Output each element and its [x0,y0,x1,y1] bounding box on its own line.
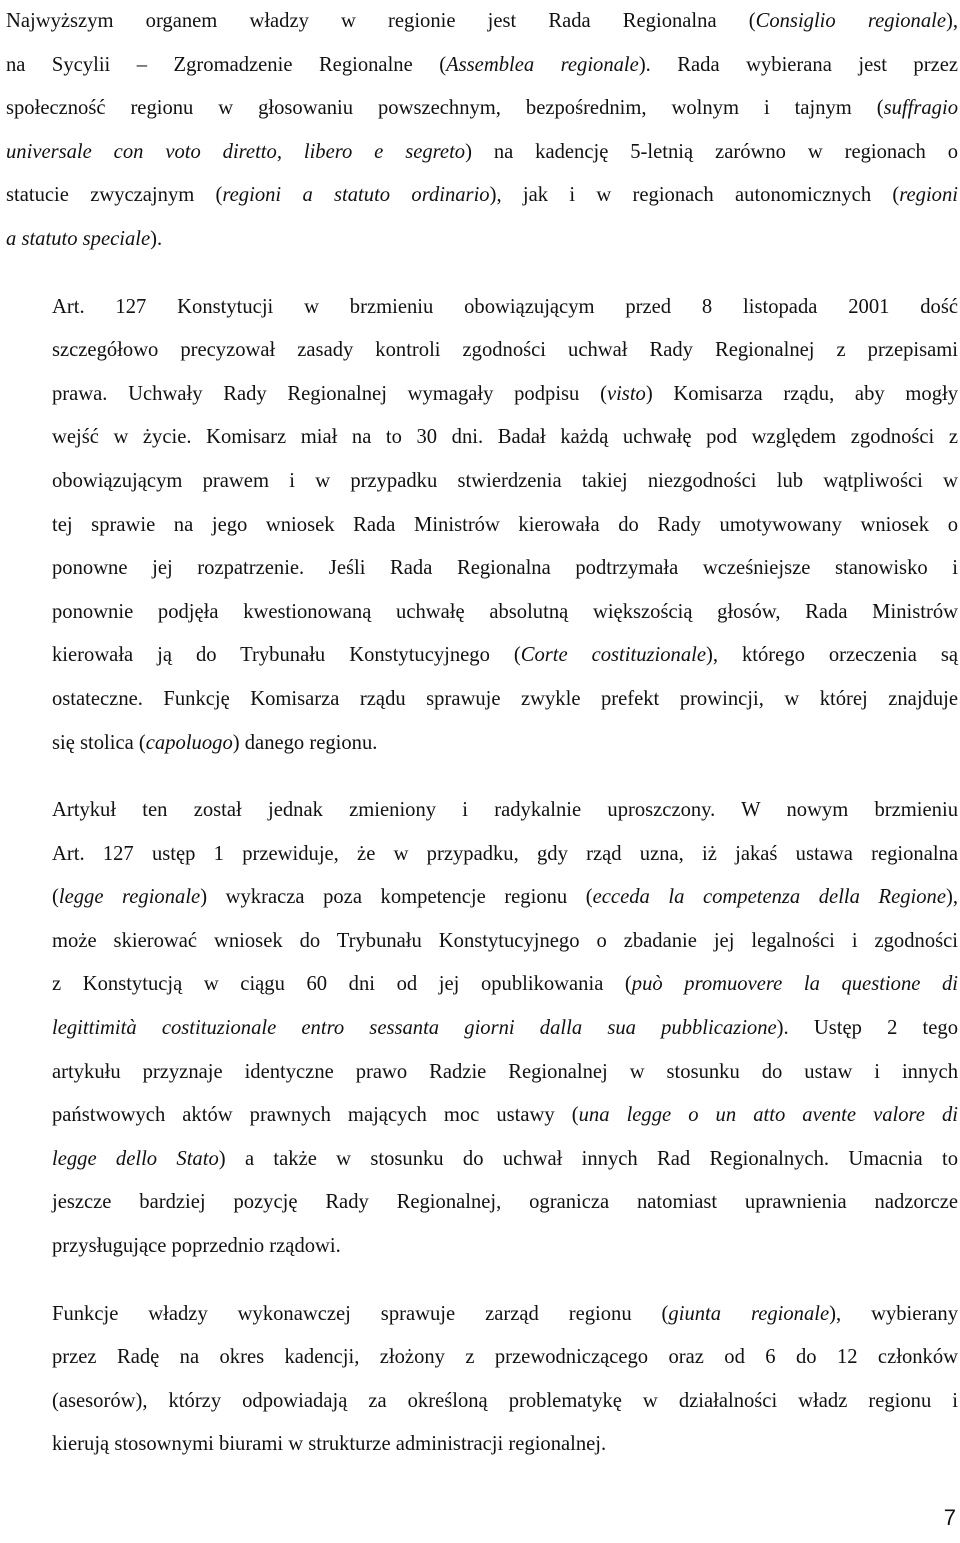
text-run: ponownie podjęła kwestionowaną uchwałę absolutną większością głosów, Rada Ministrów [52,600,958,623]
text-run: Art. 127 Konstytucji w brzmieniu obowiązującym przed 8 listopada 2001 dość [52,295,958,318]
text-line [6,1423,958,1467]
italic-term: ecceda la competenza della Regione [592,886,946,909]
text-line [6,329,958,373]
text-line [6,920,958,964]
text-run: kierują stosownymi biurami w strukturze administracji regionalnej. [52,1433,607,1456]
page-number: 7 [943,1505,956,1530]
italic-term: giunta regionale [668,1302,830,1325]
text-run: się stolica ( [52,731,146,754]
text-line [6,286,958,330]
text-run: przysługujące poprzednio rządowi. [52,1235,341,1258]
italic-term: suffragio [883,97,958,120]
text-line [6,460,958,504]
text-run: ). Ustęp 2 tego [776,1017,958,1040]
italic-term: legge dello Stato [52,1147,219,1170]
text-line [6,504,958,548]
text-run: jeszcze bardziej pozycję Rady Regionalnej, ogranicza natomiast uprawnienia nadzorcze [52,1191,958,1214]
text-line [6,547,958,591]
text-line [6,591,958,635]
text-run: ostateczne. Funkcję Komisarza rządu sprawuje zwykle prefekt prowincji, w której znajduje [52,687,958,710]
italic-term: Consiglio regionale [755,10,946,32]
text-run: statucie zwyczajnym ( [6,184,223,207]
text-run: ) wykracza poza kompetencje regionu ( [200,886,593,909]
text-run: artykułu przyznaje identyczne prawo Radzie Regionalnej w stosunku do ustaw i innych [52,1060,958,1083]
text-line [6,373,958,417]
italic-term: capoluogo [145,731,233,754]
italic-term: regioni a statuto ordinario [222,184,490,207]
text-line [6,131,958,175]
text-line [6,634,958,678]
text-run: ), którego orzeczenia są [706,644,958,667]
text-run: ), [945,886,958,909]
text-run: przez Radę na okres kadencji, złożony z przewodniczącego oraz od 6 do 12 członków [52,1346,958,1369]
text-run: ( [52,886,59,909]
text-run: ) na kadencję 5-letnią zarówno w regionach o [465,140,959,163]
text-run: ), [946,10,959,32]
text-line [6,44,958,88]
text-run: obowiązującym prawem i w przypadku stwierdzenia takiej niezgodności lub wątpliwości w [52,469,958,492]
italic-term: Assemblea regionale [446,53,639,76]
text-run: ), jak i w regionach autonomicznych ( [489,184,900,207]
italic-term: a statuto speciale [6,227,151,250]
text-run: ponowne jej rozpatrzenie. Jeśli Rada Regionalna podtrzymała wcześniejsze stanowisko i [52,557,958,580]
text-line [6,0,958,44]
text-run: ) Komisarza rządu, aby mogły [645,382,959,405]
text-line [6,1380,958,1424]
text-run: z Konstytucją w ciągu 60 dni od jej opublikowania ( [52,973,632,996]
text-line [6,1336,958,1380]
text-run: wejść w życie. Komisarz miał na to 30 dni. Badał każdą uchwałę pod względem zgodności z [52,426,958,449]
italic-term: regioni [899,184,958,207]
text-line [6,1181,958,1225]
text-line [6,1051,958,1095]
text-run: ). Rada wybierana jest przez [638,53,959,76]
text-line [6,174,958,218]
text-run: szczegółowo precyzował zasady kontroli zgodności uchwał Rady Regionalnej z przepisami [52,339,958,362]
italic-term: Corte costituzionale [520,644,707,667]
text-run: na Sycylii – Zgromadzenie Regionalne ( [6,53,447,76]
text-run: ), wybierany [829,1302,958,1325]
text-run: (asesorów), którzy odpowiadają za określoną problematykę w działalności władz regionu i [52,1389,958,1412]
text-run: Art. 127 ustęp 1 przewiduje, że w przypadku, gdy rząd uzna, iż jakaś ustawa regionalna [52,842,958,865]
italic-term: legge regionale [58,886,201,909]
italic-term: universale con voto diretto, libero e segreto [6,140,466,163]
text-line [6,416,958,460]
text-line [6,1094,958,1138]
text-line [6,1293,958,1337]
text-line [6,1007,958,1051]
text-line [6,722,958,766]
text-run: kierowała ją do Trybunału Konstytucyjnego ( [52,644,521,667]
document-page [6,0,958,1467]
paragraph-3 [6,789,958,1269]
text-run: ) a także w stosunku do uchwał innych Rad Regionalnych. Umacnia to [218,1147,959,1170]
text-line [6,789,958,833]
italic-term: una legge o un atto avente valore di [578,1104,958,1127]
text-line [6,1225,958,1269]
text-line [6,678,958,722]
text-run: może skierować wniosek do Trybunału Konstytucyjnego o zbadanie jej legalności i zgodności [52,929,958,952]
italic-term: può promuovere la questione di [631,973,958,996]
text-run: ) danego regionu. [232,731,378,754]
text-run: Najwyższym organem władzy w regionie jest Rada Regionalna ( [6,10,756,32]
paragraph-4 [6,1293,958,1467]
text-run: Funkcje władzy wykonawczej sprawuje zarząd regionu ( [52,1302,669,1325]
italic-term: visto [606,382,646,405]
paragraph-1 [6,0,958,262]
text-run: społeczność regionu w głosowaniu powszechnym, bezpośrednim, wolnym i tajnym ( [6,97,884,120]
text-run: państwowych aktów prawnych mających moc ustawy ( [52,1104,579,1127]
text-run: ). [150,227,163,250]
italic-term: legittimità costituzionale entro sessanta giorni dalla sua pubblicazione [52,1017,777,1040]
text-run: tej sprawie na jego wniosek Rada Ministrów kierowała do Rady umotywowany wniosek o [52,513,958,536]
paragraph-2 [6,286,958,766]
text-run: prawa. Uchwały Rady Regionalnej wymagały podpisu ( [52,382,607,405]
text-line [6,1138,958,1182]
text-line [6,876,958,920]
text-line [6,833,958,877]
text-line [6,963,958,1007]
text-run: Artykuł ten został jednak zmieniony i radykalnie uproszczony. W nowym brzmieniu [52,799,958,822]
text-line [6,218,958,262]
text-line [6,87,958,131]
